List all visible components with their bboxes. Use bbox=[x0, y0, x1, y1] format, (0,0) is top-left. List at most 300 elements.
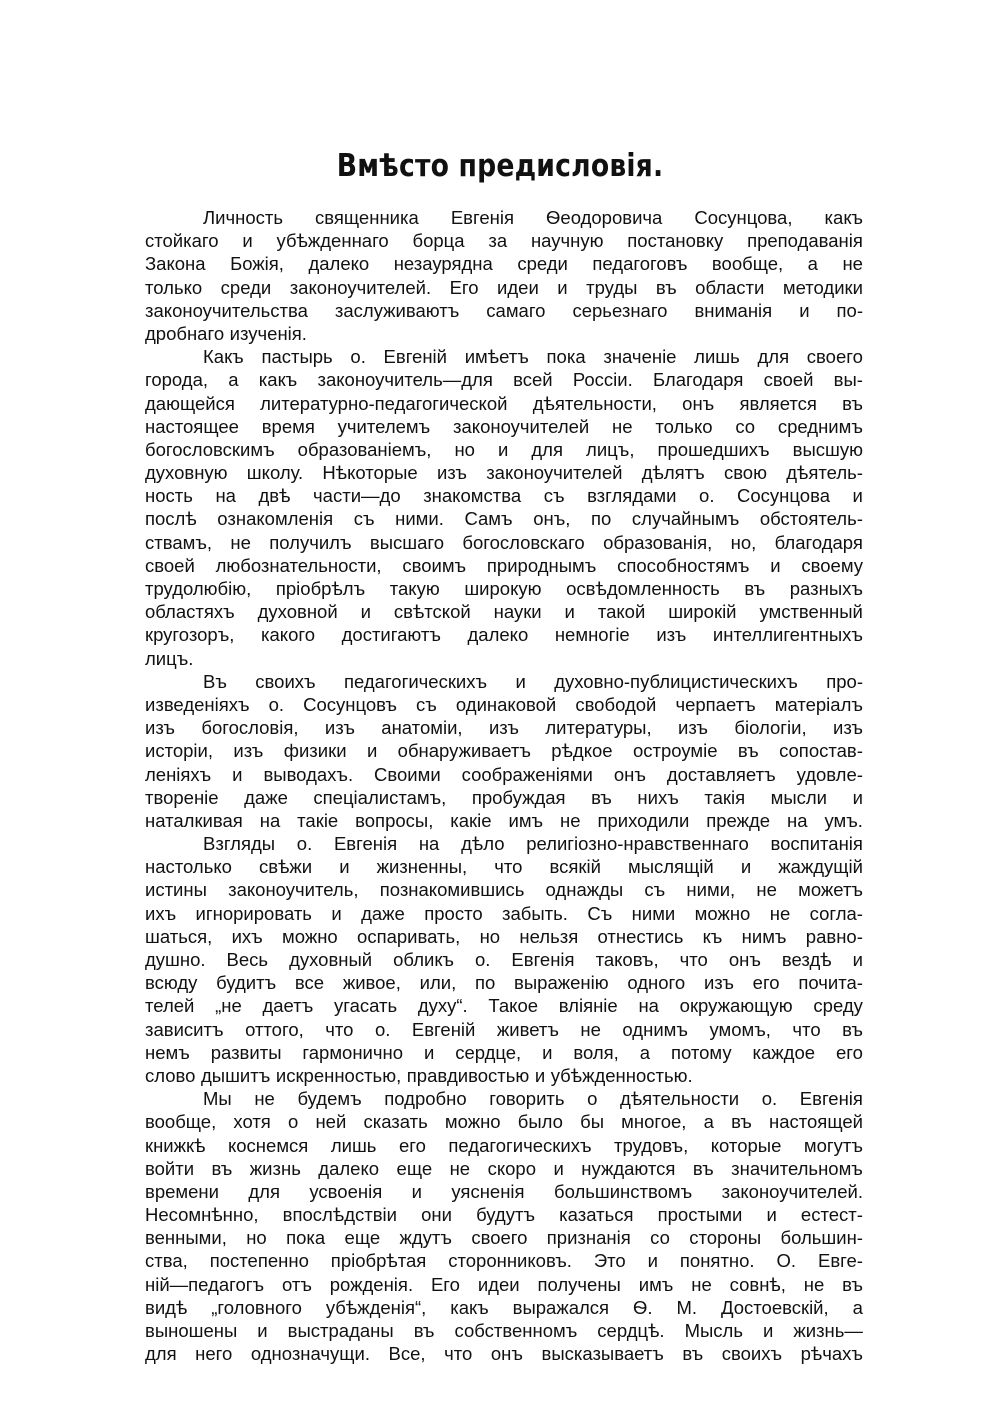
text-word: своему bbox=[801, 554, 863, 576]
text-word: скоро bbox=[487, 1157, 536, 1179]
text-line bbox=[145, 299, 863, 322]
text-word: науки bbox=[493, 601, 542, 623]
text-line bbox=[145, 809, 863, 832]
text-word: почита- bbox=[798, 972, 863, 994]
text-word: законоучитель, bbox=[228, 879, 359, 901]
text-word: уясненія bbox=[451, 1180, 525, 1202]
text-word: усвоенія bbox=[309, 1180, 383, 1202]
text-word: сердцѣ. bbox=[597, 1320, 665, 1341]
text-word: въ bbox=[744, 578, 766, 599]
text-word: природнымъ bbox=[486, 554, 597, 576]
text-word: изъ bbox=[324, 717, 355, 739]
text-word: каждое bbox=[752, 1041, 816, 1063]
text-word: въ bbox=[842, 1018, 863, 1040]
text-word: въ bbox=[737, 740, 759, 762]
text-word: а bbox=[807, 253, 818, 275]
text-word: но bbox=[479, 925, 501, 947]
text-word: и bbox=[232, 763, 243, 785]
text-word: умъ. bbox=[824, 809, 863, 831]
text-word: венными, bbox=[145, 1227, 227, 1249]
text-word: случайнымъ bbox=[631, 508, 740, 530]
text-word: на bbox=[787, 809, 808, 831]
text-word: съ bbox=[353, 508, 375, 530]
text-word: по- bbox=[836, 299, 863, 321]
text-word: а bbox=[852, 1296, 863, 1318]
text-word: взглядами bbox=[587, 485, 677, 507]
text-word: свою bbox=[723, 462, 767, 484]
text-word: они bbox=[421, 1204, 452, 1226]
text-line bbox=[145, 1041, 863, 1064]
text-word: него bbox=[195, 1343, 233, 1365]
text-word: нимъ bbox=[741, 925, 787, 947]
text-word: пока bbox=[546, 346, 586, 368]
text-word: выражался bbox=[512, 1296, 610, 1318]
text-word: среди bbox=[220, 276, 272, 298]
text-word: высказываетъ bbox=[541, 1343, 664, 1365]
text-word: Личность bbox=[203, 207, 283, 228]
text-line bbox=[145, 484, 863, 507]
text-word: Евгенія bbox=[333, 833, 398, 855]
text-word: такой bbox=[597, 601, 646, 623]
text-word: Его bbox=[430, 1273, 460, 1295]
text-word: законоучителей. bbox=[289, 276, 432, 298]
text-word: будутъ bbox=[476, 1204, 536, 1226]
text-line bbox=[145, 1203, 863, 1226]
text-word: анатоміи, bbox=[381, 717, 463, 739]
text-word: дѣлятъ bbox=[641, 462, 705, 484]
text-line bbox=[145, 461, 863, 484]
text-line bbox=[145, 1134, 863, 1157]
text-word: къ bbox=[702, 925, 723, 947]
text-word: своего bbox=[806, 346, 863, 368]
text-word: что bbox=[792, 1018, 821, 1040]
text-word: и bbox=[257, 1320, 268, 1341]
text-word: могутъ bbox=[803, 1134, 863, 1156]
text-word: о. bbox=[761, 1088, 778, 1110]
text-word: педагоговъ bbox=[592, 253, 688, 275]
text-word: научную bbox=[530, 230, 604, 252]
text-word: одинаковой bbox=[455, 693, 557, 715]
text-word: и bbox=[852, 949, 863, 970]
text-word: все bbox=[294, 972, 325, 994]
text-word: соображеніями bbox=[461, 763, 593, 785]
text-line bbox=[145, 786, 863, 809]
text-line bbox=[145, 994, 863, 1017]
text-word: окружающую bbox=[679, 995, 793, 1017]
text-word: рѣдкое bbox=[551, 740, 613, 762]
text-word: о. bbox=[699, 485, 715, 507]
text-word: его bbox=[835, 1041, 863, 1063]
text-word: искренностью, bbox=[275, 1064, 402, 1086]
text-word: воспитанія bbox=[770, 833, 863, 855]
text-word: жаждущій bbox=[778, 856, 863, 878]
text-word: школу. bbox=[246, 462, 304, 484]
text-word: сказать bbox=[363, 1111, 428, 1133]
text-word: своей bbox=[145, 554, 195, 576]
text-word: оттого, bbox=[245, 1018, 304, 1040]
text-line bbox=[145, 1342, 863, 1365]
text-word: всякій bbox=[549, 856, 601, 878]
text-line bbox=[145, 925, 863, 948]
text-word: Какъ bbox=[203, 346, 244, 368]
text-word: доставляетъ bbox=[666, 763, 776, 785]
text-word: области bbox=[695, 276, 765, 298]
text-word: не bbox=[691, 1273, 712, 1295]
text-word: нихъ bbox=[637, 786, 679, 808]
text-word: лицъ. bbox=[145, 647, 194, 669]
text-word: и bbox=[647, 1250, 658, 1272]
text-word: богословскимъ bbox=[145, 438, 275, 460]
text-word: понятно. bbox=[679, 1250, 755, 1272]
body-text bbox=[145, 206, 863, 1365]
text-word: онъ bbox=[613, 763, 646, 785]
text-word: зависитъ bbox=[145, 1018, 224, 1040]
text-word: не bbox=[560, 809, 581, 831]
text-word: Евгенія bbox=[799, 1088, 863, 1110]
text-word: еще bbox=[396, 1157, 433, 1179]
text-word: но bbox=[246, 1227, 267, 1249]
text-word: жизнь— bbox=[793, 1320, 863, 1341]
text-word: истины bbox=[145, 879, 207, 901]
text-word: ними bbox=[631, 902, 676, 924]
text-word: идеи bbox=[477, 1273, 520, 1295]
text-word: богословскаго bbox=[462, 531, 585, 553]
text-word: а bbox=[703, 1111, 714, 1133]
text-word: за bbox=[488, 230, 508, 252]
text-word: онъ, bbox=[533, 508, 571, 530]
text-word: его bbox=[398, 1134, 426, 1156]
text-word: какъ bbox=[258, 369, 298, 391]
text-word: идеи bbox=[497, 276, 539, 298]
text-word: однимъ bbox=[622, 1018, 688, 1040]
text-word: обстоятель- bbox=[759, 508, 863, 530]
text-line bbox=[145, 647, 863, 670]
text-word: даетъ bbox=[262, 995, 314, 1017]
text-word: вообще, bbox=[145, 1111, 217, 1133]
text-word: для bbox=[248, 1180, 280, 1202]
text-word: не bbox=[769, 902, 791, 924]
text-word: умственный bbox=[759, 601, 863, 623]
text-word: будемъ bbox=[297, 1088, 362, 1110]
text-word: казаться bbox=[559, 1204, 634, 1226]
text-word: не bbox=[449, 1157, 471, 1179]
text-word: о. bbox=[296, 833, 313, 855]
text-word: разныхъ bbox=[789, 578, 863, 599]
text-word: получилъ bbox=[269, 531, 352, 553]
text-line bbox=[145, 276, 863, 299]
text-word: мыслящій bbox=[628, 856, 714, 878]
text-word: время bbox=[261, 415, 315, 437]
text-word: литературы, bbox=[545, 717, 652, 739]
text-word: пока bbox=[286, 1227, 326, 1249]
text-word: законоучитель—для bbox=[317, 369, 493, 391]
text-word: дѣятельности, bbox=[532, 392, 657, 414]
text-word: части—до bbox=[313, 485, 401, 507]
text-word: слово bbox=[145, 1064, 196, 1086]
text-line bbox=[145, 507, 863, 530]
text-word: Съ bbox=[587, 902, 613, 924]
text-word: лицъ, bbox=[586, 438, 635, 460]
text-word: душно. bbox=[145, 949, 206, 970]
text-word: совнѣ, bbox=[729, 1273, 786, 1295]
text-word: или, bbox=[419, 972, 457, 994]
text-word: Евгенія bbox=[450, 207, 514, 228]
text-word: законоучителей bbox=[486, 462, 623, 484]
text-word: стороны bbox=[689, 1227, 762, 1249]
text-word: его bbox=[752, 972, 780, 994]
text-word: простыми bbox=[657, 1204, 743, 1226]
text-word: лишь bbox=[330, 1134, 377, 1156]
text-word: но bbox=[454, 438, 475, 460]
text-word: ихъ bbox=[231, 925, 263, 947]
text-word: настоящей bbox=[769, 1111, 863, 1133]
text-word: изведеніяхъ bbox=[145, 693, 250, 715]
text-line bbox=[145, 206, 863, 229]
text-word: живое, bbox=[342, 972, 401, 994]
text-word: и bbox=[242, 230, 253, 252]
text-word: что bbox=[494, 856, 523, 878]
text-word: любознательности, bbox=[215, 554, 382, 576]
text-word: широкій bbox=[668, 601, 737, 623]
text-word: онъ bbox=[728, 949, 761, 970]
text-word: а bbox=[228, 369, 239, 391]
text-word: и bbox=[515, 670, 526, 692]
text-word: выстраданы bbox=[287, 1320, 394, 1341]
text-word: ней bbox=[315, 1111, 347, 1133]
text-word: изъ bbox=[145, 717, 175, 739]
text-word: въ bbox=[842, 1273, 863, 1295]
text-line bbox=[145, 415, 863, 438]
text-word: и bbox=[766, 1204, 777, 1226]
text-word: выводахъ. bbox=[263, 763, 354, 785]
text-word: живетъ bbox=[496, 1018, 559, 1040]
text-word: угасать bbox=[333, 995, 398, 1017]
text-word: духовный bbox=[289, 949, 373, 970]
text-word: Это bbox=[593, 1250, 626, 1272]
text-word: дающейся bbox=[145, 392, 235, 414]
text-word: приходили bbox=[597, 809, 690, 831]
text-word: онъ bbox=[682, 392, 715, 414]
text-line bbox=[145, 252, 863, 275]
text-word: однозначущи. bbox=[250, 1343, 370, 1365]
text-word: можно bbox=[444, 1111, 501, 1133]
text-word: „не bbox=[215, 995, 242, 1017]
text-word: въ bbox=[692, 1157, 714, 1179]
text-word: незаурядна bbox=[393, 253, 493, 275]
text-word: и bbox=[498, 438, 509, 460]
text-word: выраженію bbox=[514, 972, 609, 994]
text-word: Сосунцова bbox=[737, 485, 830, 507]
text-word: изученія. bbox=[229, 322, 307, 344]
text-word: можно bbox=[694, 902, 751, 924]
text-line bbox=[145, 438, 863, 461]
text-line bbox=[145, 971, 863, 994]
text-word: О. bbox=[776, 1250, 797, 1272]
text-word: книжкѣ bbox=[145, 1134, 206, 1156]
text-word: ствамъ, bbox=[145, 531, 213, 553]
text-word: имъ bbox=[638, 1273, 674, 1295]
text-line bbox=[145, 322, 863, 345]
text-word: физики bbox=[283, 740, 347, 762]
text-line bbox=[145, 716, 863, 739]
text-word: съ bbox=[644, 879, 666, 901]
text-word: большин- bbox=[780, 1227, 863, 1249]
text-word: о. bbox=[350, 346, 366, 368]
text-word: и bbox=[763, 1320, 774, 1341]
text-word: и bbox=[557, 276, 568, 298]
text-word: матеріалъ bbox=[774, 693, 863, 715]
text-word: только bbox=[145, 276, 203, 298]
text-word: про- bbox=[826, 670, 863, 692]
text-word: и bbox=[423, 1041, 435, 1063]
text-word: послѣ bbox=[145, 508, 197, 530]
text-word: изъ bbox=[656, 624, 687, 646]
text-word: коснемся bbox=[227, 1134, 309, 1156]
text-word: ними, bbox=[686, 879, 736, 901]
text-word: Ѳеодоровича bbox=[546, 207, 663, 228]
text-word: своей bbox=[763, 369, 814, 391]
text-word: шаться, bbox=[145, 925, 213, 947]
text-line bbox=[145, 1319, 863, 1342]
text-word: Самъ bbox=[464, 508, 513, 530]
text-word: Евгеній bbox=[383, 346, 448, 368]
text-line bbox=[145, 739, 863, 762]
text-line bbox=[145, 345, 863, 368]
text-word: войти bbox=[145, 1157, 195, 1179]
text-word: жизненны, bbox=[376, 856, 468, 878]
text-word: жизнь bbox=[249, 1157, 301, 1179]
text-word: духовной bbox=[257, 601, 338, 623]
text-word: своихъ bbox=[255, 670, 316, 692]
text-word: священника bbox=[315, 207, 419, 228]
text-word: забыть. bbox=[502, 902, 568, 924]
text-word: даже bbox=[361, 902, 405, 924]
text-word: наталкивая bbox=[145, 809, 243, 831]
text-word: изъ bbox=[703, 972, 734, 994]
text-word: потому bbox=[670, 1041, 732, 1063]
text-word: какіе bbox=[450, 809, 492, 831]
text-word: и bbox=[564, 601, 575, 623]
text-word: о. bbox=[268, 693, 285, 715]
text-word: что bbox=[679, 949, 708, 970]
text-word: впослѣдствіи bbox=[282, 1204, 397, 1226]
text-word: равно- bbox=[805, 925, 863, 947]
text-word: и bbox=[799, 299, 810, 321]
text-word: изъ bbox=[233, 740, 264, 762]
text-word: Евге- bbox=[817, 1250, 863, 1272]
text-word: онъ bbox=[490, 1343, 523, 1365]
text-word: не bbox=[254, 1088, 275, 1110]
text-word: удовле- bbox=[796, 763, 863, 785]
text-line bbox=[145, 554, 863, 577]
text-word: учителемъ bbox=[337, 415, 431, 437]
text-word: среднимъ bbox=[777, 415, 863, 437]
text-word: леніяхъ bbox=[145, 763, 212, 785]
text-word: литературно-педагогической bbox=[260, 392, 508, 414]
text-word: изъ bbox=[436, 462, 467, 484]
text-word: убѣжденностью. bbox=[550, 1064, 693, 1086]
text-word: видѣ bbox=[145, 1296, 188, 1318]
text-word: Божія, bbox=[230, 253, 284, 275]
text-word: далеко bbox=[467, 624, 529, 646]
text-word: о bbox=[587, 1088, 598, 1110]
text-word: говорить bbox=[489, 1088, 565, 1110]
text-word: о. bbox=[374, 1018, 391, 1040]
text-word: спеціалистамъ, bbox=[313, 786, 447, 808]
text-word: вообще, bbox=[711, 253, 784, 275]
text-word: и bbox=[339, 856, 350, 878]
text-word: настолько bbox=[145, 856, 232, 878]
text-word: ность bbox=[145, 485, 193, 507]
text-line bbox=[145, 1273, 863, 1296]
text-word: вы- bbox=[833, 369, 863, 391]
text-line bbox=[145, 693, 863, 716]
text-word: имъ bbox=[508, 809, 544, 831]
text-word: заслуживаютъ bbox=[334, 299, 460, 321]
text-word: біологіи, bbox=[734, 717, 807, 739]
text-word: постепенно bbox=[209, 1250, 309, 1272]
text-word: значеніе bbox=[603, 346, 677, 368]
text-line bbox=[145, 1249, 863, 1272]
text-word: пріобрѣлъ bbox=[275, 578, 366, 599]
text-word: вездѣ bbox=[781, 949, 832, 970]
text-word: дѣло bbox=[461, 833, 505, 855]
text-word: образованіемъ, bbox=[297, 438, 432, 460]
text-line bbox=[145, 902, 863, 925]
text-line bbox=[145, 1226, 863, 1249]
text-word: интеллигентныхъ bbox=[712, 624, 863, 646]
text-word: способностямъ bbox=[617, 554, 750, 576]
text-word: постановку bbox=[627, 230, 724, 252]
text-word: благодаря bbox=[774, 531, 863, 553]
text-word: такую bbox=[389, 578, 440, 599]
text-word: какъ bbox=[450, 1296, 489, 1318]
text-word: сердце, bbox=[455, 1041, 522, 1063]
text-word: и bbox=[770, 554, 781, 576]
text-word: гармонично bbox=[302, 1041, 404, 1063]
text-word: изъ bbox=[678, 717, 708, 739]
text-word: значительномъ bbox=[731, 1157, 863, 1179]
text-word: педагогическихъ bbox=[448, 1134, 592, 1156]
text-word: вліяніе bbox=[558, 995, 618, 1017]
text-word: на bbox=[259, 809, 281, 831]
text-word: духовно-публицистическихъ bbox=[554, 670, 798, 692]
text-word: но, bbox=[730, 531, 757, 553]
text-word: ними. bbox=[395, 508, 444, 530]
text-word: многое, bbox=[621, 1111, 687, 1133]
text-word: свободой bbox=[575, 693, 657, 715]
text-word: Евгенія bbox=[511, 949, 575, 970]
text-word: одного bbox=[627, 972, 686, 994]
text-word: телей bbox=[145, 995, 195, 1017]
text-word: и bbox=[553, 1157, 564, 1179]
text-word: не bbox=[842, 253, 863, 275]
text-word: образованія, bbox=[603, 531, 713, 553]
text-word: можно bbox=[282, 925, 338, 947]
text-word: для bbox=[145, 1343, 177, 1365]
text-word: ній—педагогъ bbox=[145, 1273, 265, 1295]
text-word: о. bbox=[474, 949, 491, 970]
text-word: не bbox=[756, 879, 777, 901]
text-word: трудовъ, bbox=[614, 1134, 689, 1156]
text-word: сопостав- bbox=[779, 740, 863, 762]
text-word: что bbox=[444, 1343, 473, 1365]
text-word: вниманія bbox=[694, 299, 773, 321]
text-word: преподаванія bbox=[747, 230, 863, 252]
text-word: таковъ, bbox=[595, 949, 659, 970]
text-word: сторонниковъ. bbox=[448, 1250, 572, 1272]
text-word: подробно bbox=[384, 1088, 467, 1110]
